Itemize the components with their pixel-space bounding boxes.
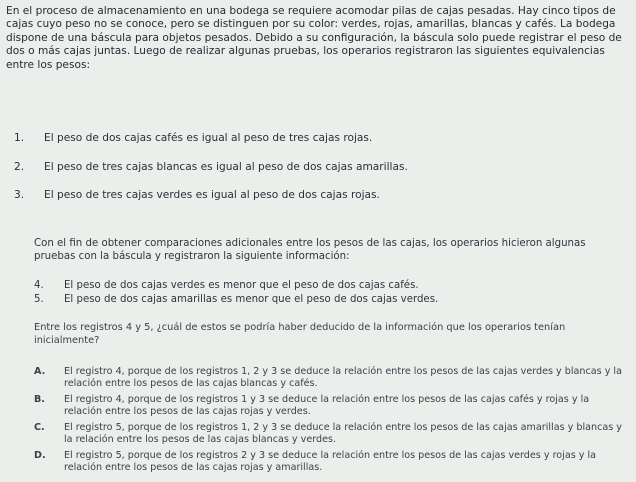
option-a[interactable]: [34, 366, 630, 390]
option-letter: A.: [34, 366, 46, 377]
option-text: El registro 5, porque de los registros 1, 2 y 3 se deduce la relación entre los pesos de las cajas amarillas y blancas y la relación entre los pesos de las cajas blancas y verdes.: [64, 422, 622, 445]
option-letter: C.: [34, 422, 45, 433]
intro-paragraph: En el proceso de almacenamiento en una bodega se requiere acomodar pilas de cajas pesadas. Hay cinco tipos de cajas cuyo peso no se conoce, pero se distinguen por su color: verdes, rojas, amarillas, blancas y cafés. La bodega dispone de una báscula para objetos pesados. Debido a su configuración, la báscula solo puede registrar el peso de dos o más cajas juntas. Luego de realizar algunas pruebas, los operarios registraron las siguientes equivalencias entre los pesos:: [6, 5, 622, 71]
item-text: El peso de dos cajas cafés es igual al peso de tres cajas rojas.: [44, 132, 373, 144]
item-text: El peso de tres cajas blancas es igual al peso de dos cajas amarillas.: [44, 161, 408, 173]
option-d[interactable]: [34, 450, 630, 474]
item-number: 1.: [14, 132, 25, 144]
list-item: [34, 294, 438, 305]
item-text: El peso de dos cajas amarillas es menor que el peso de dos cajas verdes.: [64, 294, 439, 305]
list-item: [14, 161, 408, 173]
item-number: 2.: [14, 161, 25, 173]
item-text: El peso de dos cajas verdes es menor que el peso de dos cajas cafés.: [64, 280, 419, 291]
option-letter: B.: [34, 394, 45, 405]
list-item: [14, 189, 380, 201]
second-paragraph: Con el fin de obtener comparaciones adicionales entre los pesos de las cajas, los operarios hicieron algunas pruebas con la báscula y registraron la siguiente información:: [34, 238, 586, 262]
option-text: El registro 4, porque de los registros 1, 2 y 3 se deduce la relación entre los pesos de las cajas verdes y blancas y la relación entre los pesos de las cajas blancas y cafés.: [64, 366, 622, 389]
item-number: 5.: [34, 294, 44, 305]
option-letter: D.: [34, 450, 46, 461]
option-text: El registro 5, porque de los registros 2 y 3 se deduce la relación entre los pesos de las cajas verdes y rojas y la relación entre los pesos de las cajas rojas y amarillas.: [64, 450, 597, 473]
option-b[interactable]: [34, 394, 630, 418]
item-number: 3.: [14, 189, 25, 201]
item-text: El peso de tres cajas verdes es igual al peso de dos cajas rojas.: [44, 189, 380, 201]
option-text: El registro 4, porque de los registros 1 y 3 se deduce la relación entre los pesos de las cajas cafés y rojas y la relación entre los pesos de las cajas rojas y verdes.: [64, 394, 590, 417]
option-c[interactable]: [34, 422, 630, 446]
item-number: 4.: [34, 280, 44, 291]
question-text: Entre los registros 4 y 5, ¿cuál de estos se podría haber deducido de la información que los operarios tenían inicialmente?: [34, 322, 566, 346]
list-item: [34, 280, 419, 291]
list-item: [14, 132, 372, 144]
